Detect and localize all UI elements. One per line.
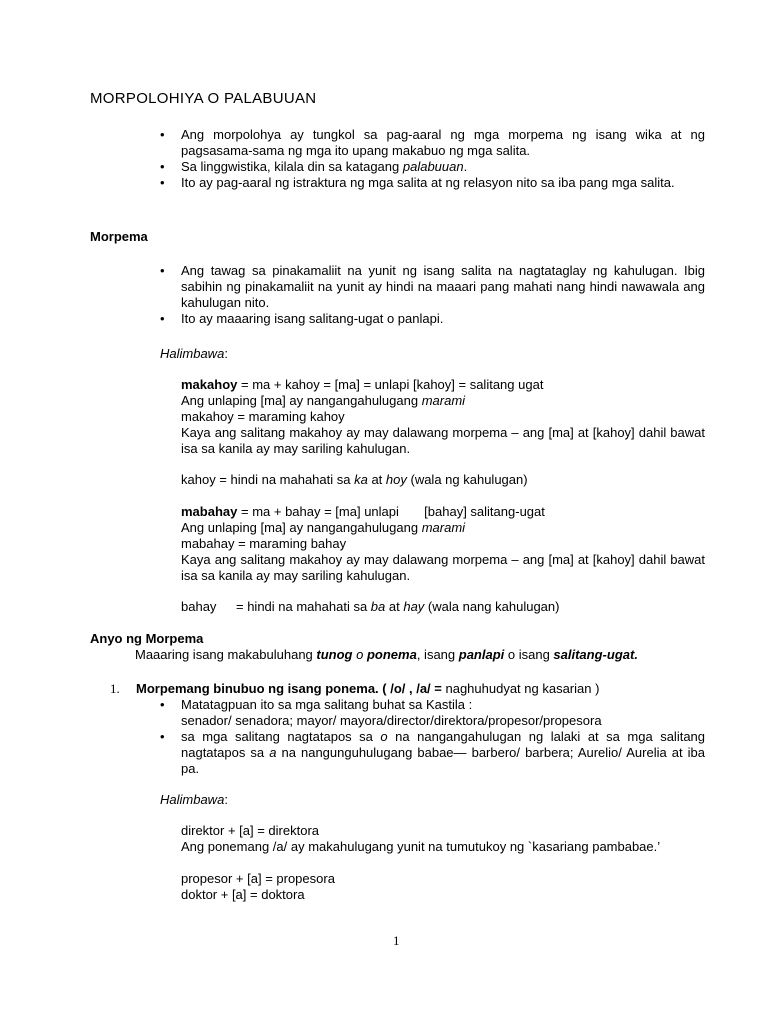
list-item: • Ito ay maaaring isang salitang-ugat o panlapi. bbox=[160, 311, 705, 327]
section-heading-anyo: Anyo ng Morpema bbox=[90, 631, 204, 646]
example-propesor: propesor + [a] = propesora doktor + [a] = doktora bbox=[181, 871, 335, 902]
list-item: • Ang morpolohya ay tungkol sa pag-aaral ng mga morpema ng isang wika at ng pagsasama-sama ng mga ito upang makabuo ng mga salita. bbox=[160, 127, 705, 159]
page-number: 1 bbox=[393, 933, 400, 948]
halimbawa-label: Halimbawa: bbox=[160, 346, 228, 361]
list-number: 1. bbox=[110, 681, 120, 696]
list-item: • Ito ay pag-aaral ng istraktura ng mga salita at ng relasyon nito sa iba pang mga salita. bbox=[160, 175, 705, 191]
intro-bullet-list bbox=[160, 127, 705, 191]
list-item: • Ang tawag sa pinakamaliit na yunit ng isang salita na nagtataglay ng kahulugan. Ibig sabihin ng pinakamaliit na yunit ay hindi na maaari pang mahati nang hindi nawawala ang kahulugan nito. bbox=[160, 263, 705, 311]
example-mabahay: mabahay = ma + bahay = [ma] unlapi [bahay] salitang-ugat Ang unlaping [ma] ay nangangahulugang marami mabahay = maraming bahay Kaya ang salitang makahoy ay may dalawang morpema – ang [ma] at [kahoy] dahil bawat isa sa kanila ay may sariling kahulugan. bbox=[181, 504, 705, 583]
morpema-bullet-list bbox=[160, 263, 705, 327]
list-item: • Sa linggwistika, kilala din sa katagang palabuuan. bbox=[160, 159, 705, 175]
item1-heading: Morpemang binubuo ng isang ponema. ( /o/ , /a/ = naghuhudyat ng kasarian ) bbox=[136, 681, 600, 696]
halimbawa-label: Halimbawa: bbox=[160, 792, 228, 807]
list-item: • Matatagpuan ito sa mga salitang buhat sa Kastila : senador/ senadora; mayor/ mayora/director/direktora/propesor/propesora bbox=[160, 697, 705, 729]
example-makahoy: makahoy = ma + kahoy = [ma] = unlapi [kahoy] = salitang ugat Ang unlaping [ma] ay nangangahulugang marami makahoy = maraming kahoy Kaya ang salitang makahoy ay may dalawang morpema – ang [ma] at [kahoy] dahil bawat isa sa kanila ay may sariling kahulugan. bbox=[181, 377, 705, 456]
list-item: • sa mga salitang nagtatapos sa o na nangangahulugan ng lalaki at sa mga salitang nagtatapos sa a na nangunguhulugang babae— barbero/ barbera; Aurelio/ Aurelia at iba pa. bbox=[160, 729, 705, 777]
bahay-note: bahay = hindi na mahahati sa ba at hay (wala nang kahulugan) bbox=[181, 599, 560, 614]
item1-bullet-list bbox=[160, 697, 705, 777]
page-title: MORPOLOHIYA O PALABUUAN bbox=[90, 90, 317, 107]
section-heading-morpema: Morpema bbox=[90, 229, 148, 244]
example-direktor: direktor + [a] = direktora Ang ponemang /a/ ay makahulugang yunit na tumutukoy ng `kasariang pambabae.’ bbox=[181, 823, 661, 854]
kahoy-note: kahoy = hindi na mahahati sa ka at hoy (wala ng kahulugan) bbox=[181, 472, 528, 487]
anyo-description: Maaaring isang makabuluhang tunog o ponema, isang panlapi o isang salitang-ugat. bbox=[135, 647, 638, 662]
